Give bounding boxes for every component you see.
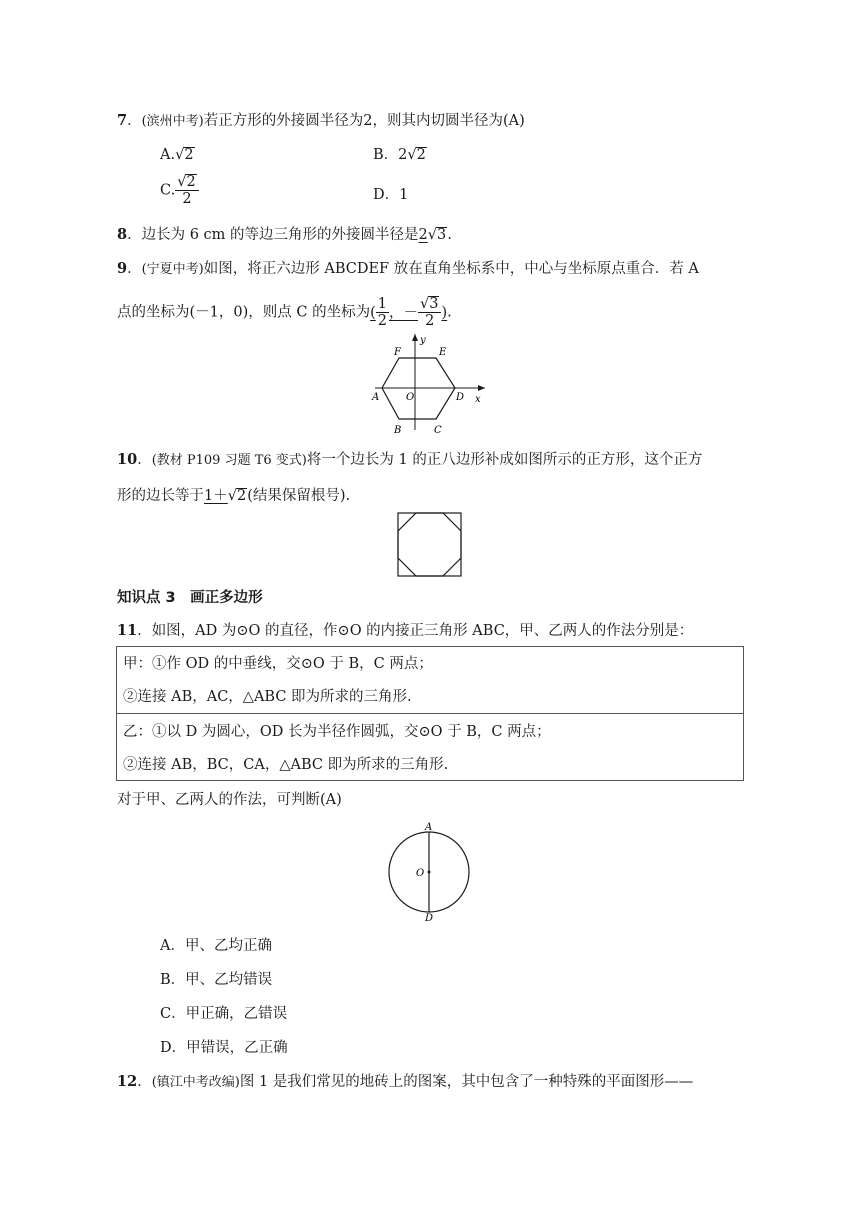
q7-stem: 7．(滨州中考)若正方形的外接圆半径为2，则其内切圆半径为(A) bbox=[117, 112, 525, 129]
q12: 12．(镇江中考改编)图 1 是我们常见的地砖上的图案，其中包含了一种特殊的平面图形—— bbox=[117, 1073, 694, 1090]
q9-line2: 点的坐标为(－1，0)，则点 C 的坐标为( $\frac{1}{2}$ ，－ $\frac{√3}{2}$ ). bbox=[117, 296, 452, 329]
section-title: 知识点 3 画正多边形 bbox=[117, 590, 263, 606]
q11-judge: 对于甲、乙两人的作法，可判断(A) bbox=[117, 792, 342, 808]
q11-stem: 11．如图，AD 为⊙O 的直径，作⊙O 的内接正三角形 ABC，甲、乙两人的作法分别是： bbox=[117, 622, 694, 639]
q8-answer: 2√3 bbox=[418, 227, 447, 243]
q7-answer: (A) bbox=[502, 113, 525, 129]
q7-number: 7 bbox=[117, 112, 128, 129]
q10-line2: 形的边长等于1＋√2(结果保留根号). bbox=[117, 488, 351, 504]
q7-option-b: B．2√2 bbox=[373, 147, 426, 163]
q11-option-b: B．甲、乙均错误 bbox=[160, 972, 273, 988]
q8: 8．边长为 6 cm 的等边三角形的外接圆半径是2√3. bbox=[117, 226, 452, 243]
q11-option-c: C．甲正确，乙错误 bbox=[160, 1006, 288, 1022]
label-o: O bbox=[416, 868, 425, 879]
q9-hexagon-figure bbox=[370, 330, 490, 440]
label-c: C bbox=[434, 425, 442, 436]
q11-circle-figure bbox=[385, 818, 475, 923]
q9-answer: ( $\frac{1}{2}$ ，－ $\frac{√3}{2}$ ) bbox=[370, 296, 448, 329]
q11-methods-table bbox=[116, 646, 744, 781]
q7-option-d: D．1 bbox=[373, 187, 409, 203]
method-yi: 乙：①以 D 为圆心，OD 长为半径作圆弧，交⊙O 于 B，C 两点； ②连接 AB，BC，CA，△ABC 即为所求的三角形. bbox=[117, 713, 743, 780]
q11-option-d: D．甲错误，乙正确 bbox=[160, 1040, 288, 1056]
label-a: A bbox=[372, 392, 380, 403]
label-f: F bbox=[394, 347, 401, 358]
q7-source: (滨州中考) bbox=[141, 114, 204, 129]
label-y: y bbox=[420, 335, 426, 346]
q7-stem-text: 若正方形的外接圆半径为2，则其内切圆半径为 bbox=[203, 113, 503, 129]
label-d: D bbox=[456, 392, 465, 403]
q9-line1: 9．(宁夏中考)如图，将正六边形 ABCDEF 放在直角坐标系中，中心与坐标原点重合．若 A bbox=[117, 260, 699, 277]
q10-answer: 1＋√2 bbox=[204, 488, 247, 504]
method-jia: 甲：①作 OD 的中垂线，交⊙O 于 B，C 两点； ②连接 AB，AC，△ABC 即为所求的三角形. bbox=[123, 656, 433, 705]
q7-option-a: A.√2 bbox=[160, 147, 194, 163]
q10-line1: 10．(教材 P109 习题 T6 变式)将一个边长为 1 的正八边形补成如图所示的正方形，这个正方 bbox=[117, 451, 703, 468]
label-b: B bbox=[394, 425, 402, 436]
q10-octagon-figure bbox=[397, 512, 463, 578]
label-x: x bbox=[475, 394, 481, 405]
label-o: O bbox=[406, 392, 415, 403]
label-a: A bbox=[425, 822, 433, 833]
label-d: D bbox=[425, 913, 434, 923]
q7-option-c: C. $\frac{√2}{2}$ bbox=[160, 174, 199, 207]
q11-option-a: A．甲、乙均正确 bbox=[160, 938, 272, 954]
label-e: E bbox=[439, 347, 447, 358]
